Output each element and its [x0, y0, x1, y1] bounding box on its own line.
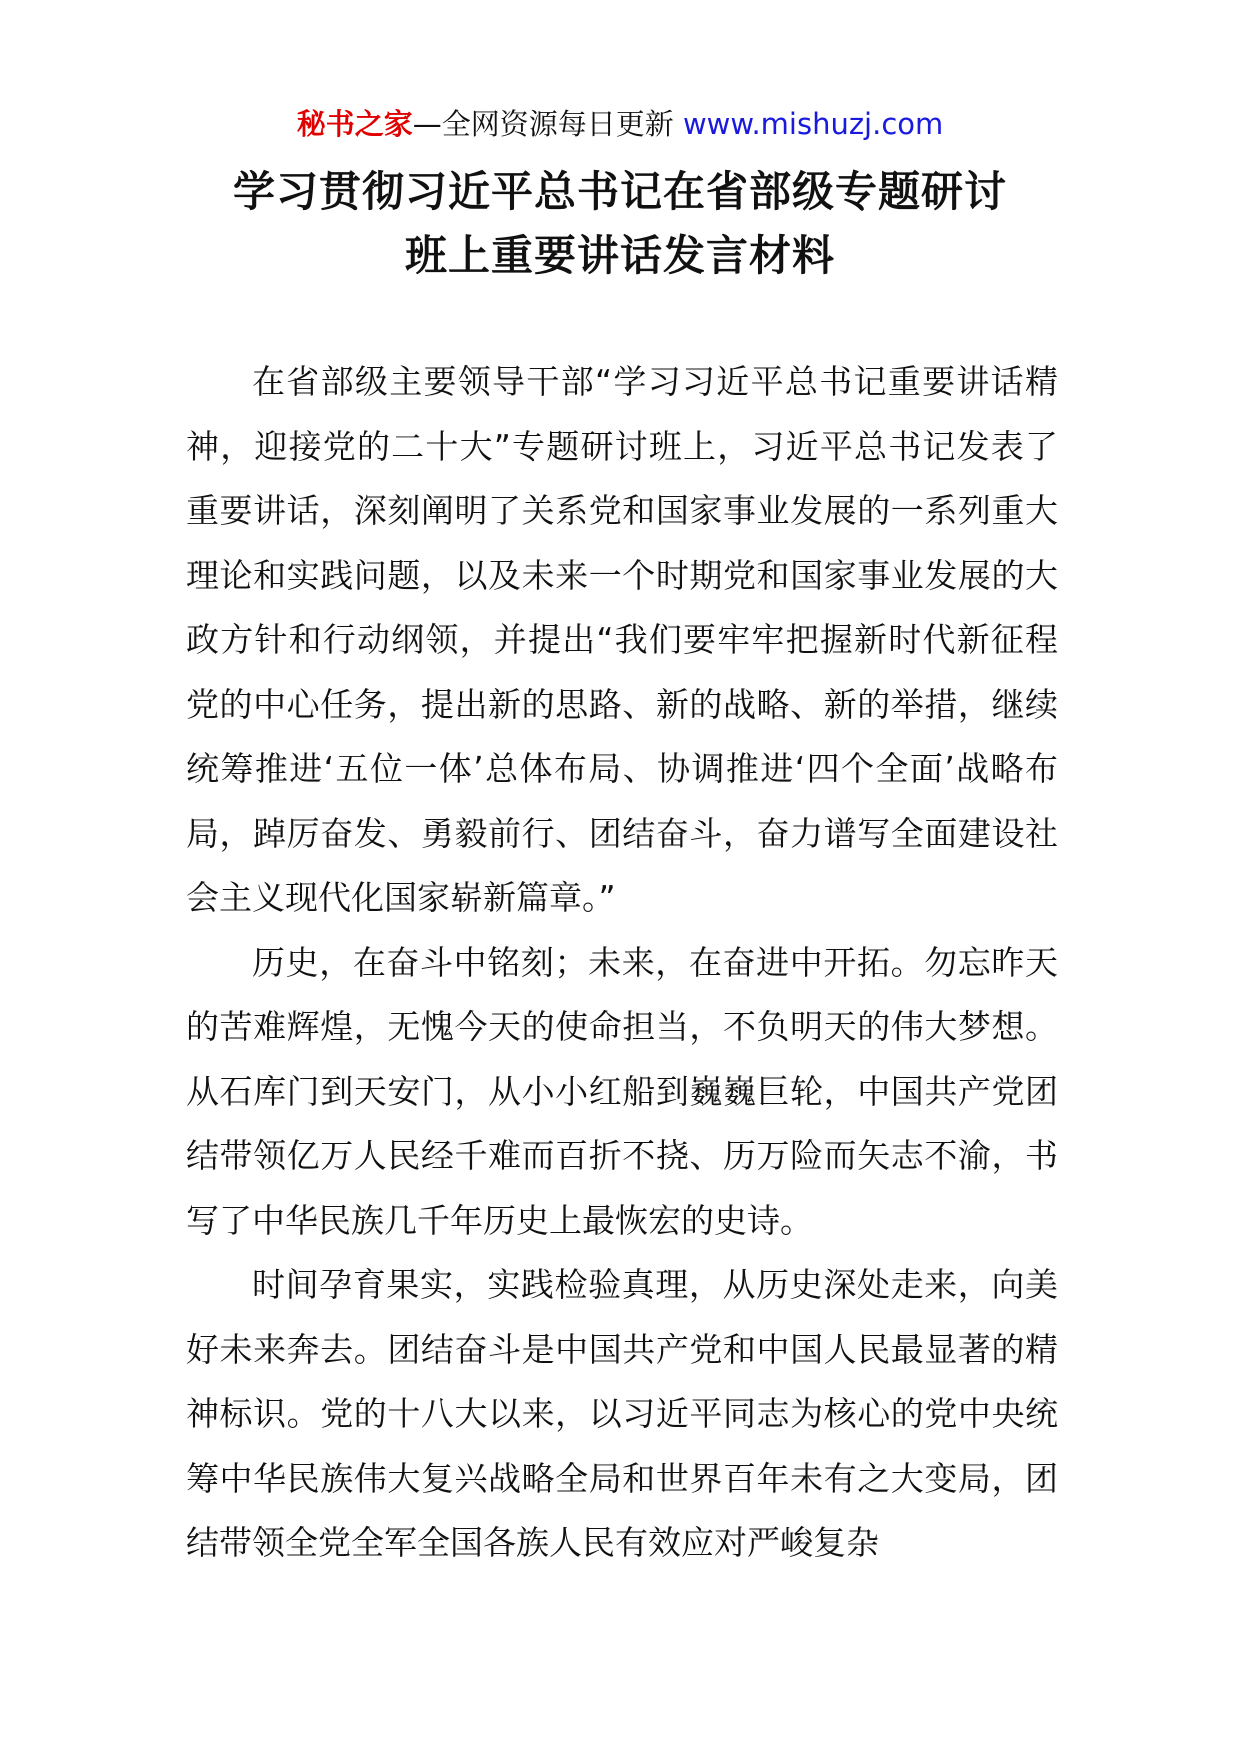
site-header — [0, 104, 1240, 144]
body-paragraph-2: 历史，在奋斗中铭刻；未来，在奋进中开拓。勿忘昨天的苦难辉煌，无愧今天的使命担当，不负明天的伟大梦想。从石库门到天安门，从小小红船到巍巍巨轮，中国共产党团结带领亿万人民经千难而百折不挠、历万险而矢志不渝，书写了中华民族几千年历史上最恢宏的史诗。 — [186, 942, 1058, 1240]
body-paragraph-3: 时间孕育果实，实践检验真理，从历史深处走来，向美好未来奔去。团结奋斗是中国共产党和中国人民最显著的精神标识。党的十八大以来，以习近平同志为核心的党中央统筹中华民族伟大复兴战略全局和世界百年未有之大变局，团结带领全党全军全国各族人民有效应对严峻复杂 — [186, 1265, 1058, 1562]
header-tagline: —全网资源每日更新 — [412, 107, 674, 141]
title-line-1: 学习贯彻习近平总书记在省部级专题研讨 — [232, 167, 1007, 216]
title-line-2: 班上重要讲话发言材料 — [404, 231, 835, 280]
body-paragraph-1: 在省部级主要领导干部“学习习近平总书记重要讲话精神，迎接党的二十大”专题研讨班上，习近平总书记发表了重要讲话，深刻阐明了关系党和国家事业发展的一系列重大理论和实践问题，以及未来一个时期党和国家事业发展的大政方针和行动纲领，并提出“我们要牢牢把握新时代新征程党的中心任务，提出新的思路、新的战略、新的举措，继续统筹推进‘五位一体’总体布局、协调推进‘四个全面’战略布局，踔厉奋发、勇毅前行、团结奋斗，奋力谱写全面建设社会主义现代化国家崭新篇章。” — [186, 362, 1058, 917]
site-url-link[interactable]: www.mishuzj.com — [682, 107, 944, 141]
document-body — [186, 350, 1058, 1576]
document-title — [150, 160, 1090, 288]
brand-name: 秘书之家 — [296, 107, 413, 141]
